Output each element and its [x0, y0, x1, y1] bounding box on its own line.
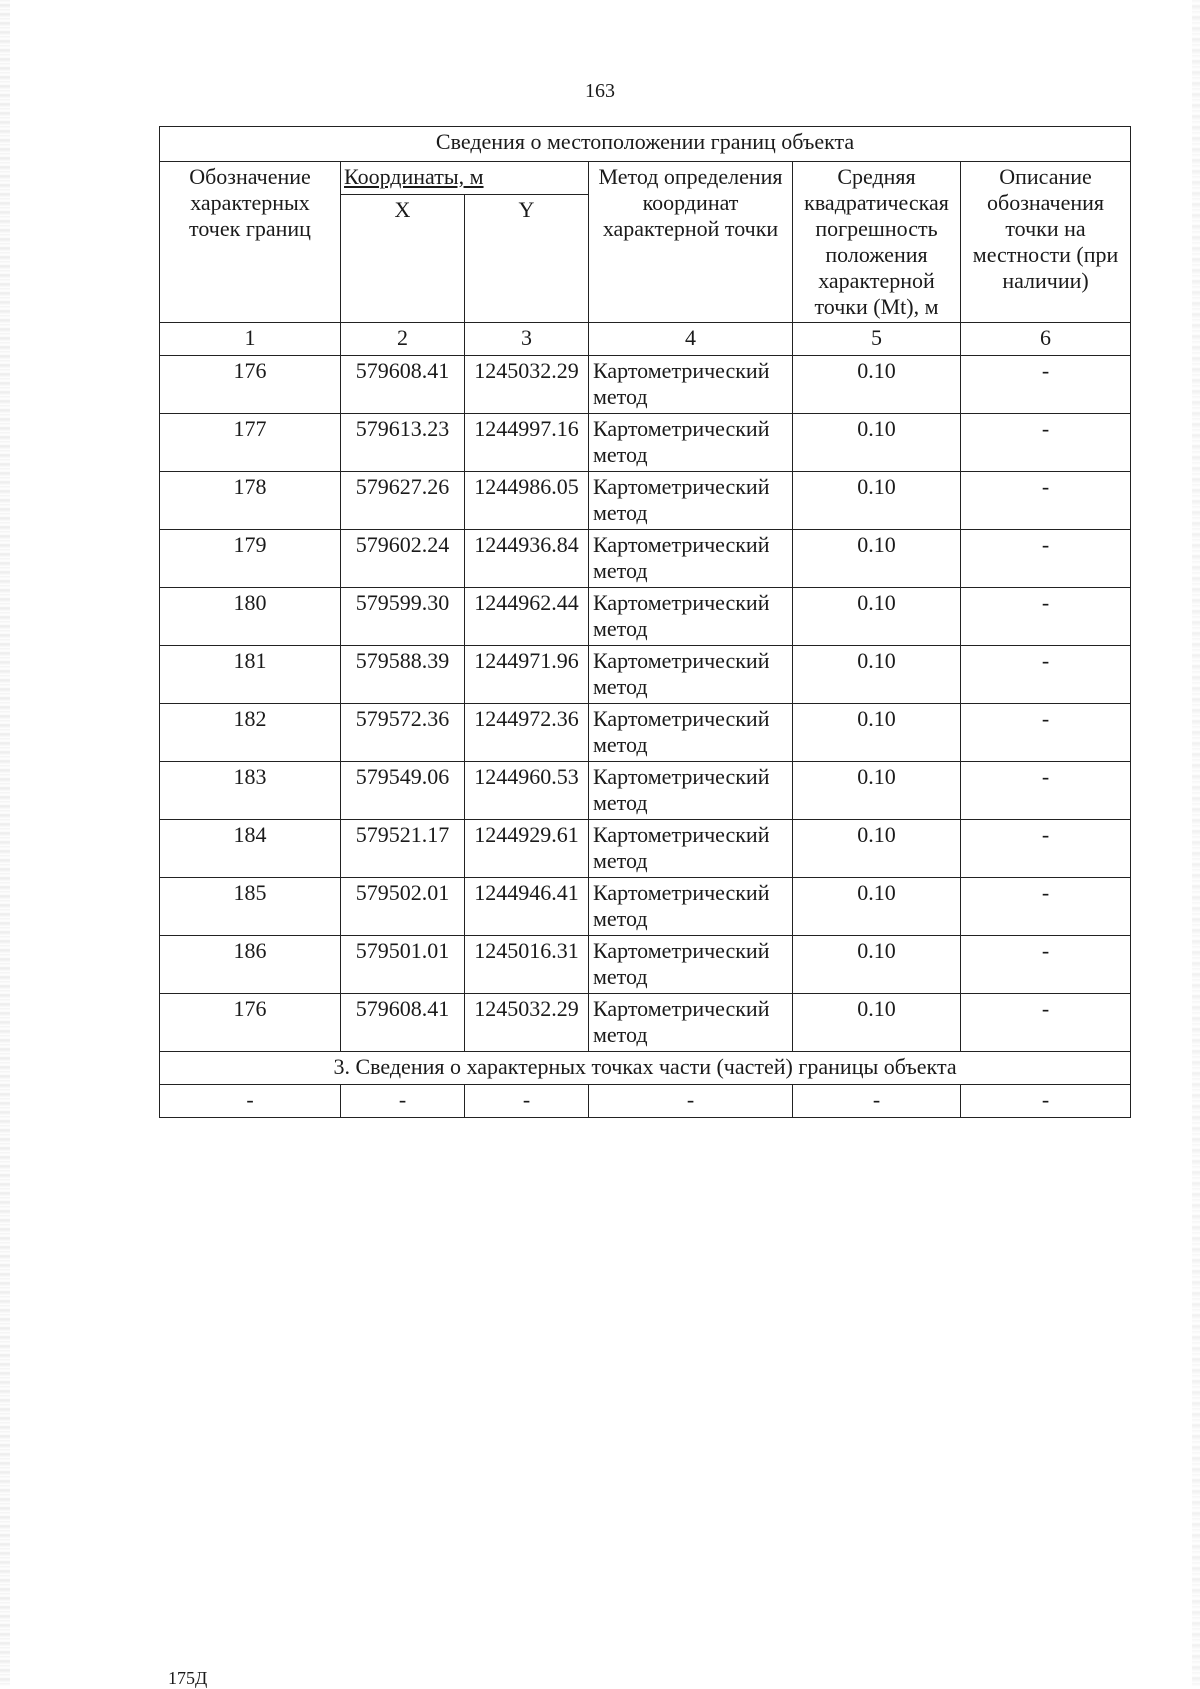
table-row [160, 878, 1131, 936]
column-number: 5 [793, 323, 961, 356]
header-method: Метод определения координат характерной точки [589, 162, 793, 323]
description-cell: - [961, 588, 1131, 646]
mean-error-cell: 0.10 [793, 878, 961, 936]
method-cell: Картометрический метод [589, 994, 793, 1052]
header-x: X [341, 195, 465, 323]
table-row [160, 820, 1131, 878]
y-coordinate-cell: 1244972.36 [465, 704, 589, 762]
table-row [160, 588, 1131, 646]
y-coordinate-cell: 1244960.53 [465, 762, 589, 820]
table-title-row [160, 127, 1131, 162]
point-cell: 185 [160, 878, 341, 936]
table-row [160, 994, 1131, 1052]
mean-error-cell: 0.10 [793, 588, 961, 646]
method-cell: Картометрический метод [589, 414, 793, 472]
method-cell: Картометрический метод [589, 878, 793, 936]
x-coordinate-cell: 579572.36 [341, 704, 465, 762]
section3-title: 3. Сведения о характерных точках части (частей) границы объекта [160, 1052, 1131, 1085]
description-cell: - [961, 646, 1131, 704]
y-coordinate-cell: 1244946.41 [465, 878, 589, 936]
description-cell: - [961, 762, 1131, 820]
description-cell: - [961, 820, 1131, 878]
empty-cell: - [589, 1085, 793, 1118]
description-cell: - [961, 878, 1131, 936]
column-number: 3 [465, 323, 589, 356]
column-number: 6 [961, 323, 1131, 356]
scan-edge-left [0, 0, 10, 1686]
y-coordinate-cell: 1245016.31 [465, 936, 589, 994]
y-coordinate-cell: 1244997.16 [465, 414, 589, 472]
mean-error-cell: 0.10 [793, 414, 961, 472]
table-title: Сведения о местоположении границ объекта [160, 127, 1131, 162]
method-cell: Картометрический метод [589, 704, 793, 762]
point-cell: 184 [160, 820, 341, 878]
y-coordinate-cell: 1245032.29 [465, 356, 589, 414]
empty-cell: - [465, 1085, 589, 1118]
point-cell: 178 [160, 472, 341, 530]
page-number: 163 [585, 80, 615, 102]
mean-error-cell: 0.10 [793, 472, 961, 530]
y-coordinate-cell: 1245032.29 [465, 994, 589, 1052]
point-cell: 179 [160, 530, 341, 588]
table-row [160, 472, 1131, 530]
column-number: 2 [341, 323, 465, 356]
y-coordinate-cell: 1244936.84 [465, 530, 589, 588]
method-cell: Картометрический метод [589, 820, 793, 878]
description-cell: - [961, 994, 1131, 1052]
point-cell: 176 [160, 356, 341, 414]
boundary-coordinates-table [159, 126, 1131, 1118]
column-number: 1 [160, 323, 341, 356]
mean-error-cell: 0.10 [793, 530, 961, 588]
scan-edge-right [1192, 0, 1200, 1686]
description-cell: - [961, 704, 1131, 762]
point-cell: 177 [160, 414, 341, 472]
method-cell: Картометрический метод [589, 762, 793, 820]
point-cell: 182 [160, 704, 341, 762]
header-y: Y [465, 195, 589, 323]
header-point-designation: Обозначение характерных точек границ [160, 162, 341, 323]
x-coordinate-cell: 579501.01 [341, 936, 465, 994]
table-row [160, 936, 1131, 994]
mean-error-cell: 0.10 [793, 356, 961, 414]
mean-error-cell: 0.10 [793, 646, 961, 704]
description-cell: - [961, 530, 1131, 588]
description-cell: - [961, 414, 1131, 472]
table-row [160, 530, 1131, 588]
y-coordinate-cell: 1244929.61 [465, 820, 589, 878]
mean-error-cell: 0.10 [793, 936, 961, 994]
x-coordinate-cell: 579549.06 [341, 762, 465, 820]
description-cell: - [961, 356, 1131, 414]
method-cell: Картометрический метод [589, 936, 793, 994]
empty-cell: - [961, 1085, 1131, 1118]
method-cell: Картометрический метод [589, 646, 793, 704]
description-cell: - [961, 936, 1131, 994]
y-coordinate-cell: 1244971.96 [465, 646, 589, 704]
header-row [160, 162, 1131, 195]
section3-empty-row [160, 1085, 1131, 1118]
x-coordinate-cell: 579588.39 [341, 646, 465, 704]
column-number: 4 [589, 323, 793, 356]
point-cell: 176 [160, 994, 341, 1052]
empty-cell: - [160, 1085, 341, 1118]
x-coordinate-cell: 579627.26 [341, 472, 465, 530]
method-cell: Картометрический метод [589, 356, 793, 414]
method-cell: Картометрический метод [589, 588, 793, 646]
mean-error-cell: 0.10 [793, 704, 961, 762]
header-description: Описание обозначения точки на местности (при наличии) [961, 162, 1131, 323]
header-mean-error: Средняя квадратическая погрешность положения характерной точки (Mt), м [793, 162, 961, 323]
point-cell: 180 [160, 588, 341, 646]
table-row [160, 414, 1131, 472]
point-cell: 186 [160, 936, 341, 994]
section3-title-row [160, 1052, 1131, 1085]
x-coordinate-cell: 579521.17 [341, 820, 465, 878]
empty-cell: - [793, 1085, 961, 1118]
table-row [160, 704, 1131, 762]
y-coordinate-cell: 1244986.05 [465, 472, 589, 530]
description-cell: - [961, 472, 1131, 530]
table-row [160, 646, 1131, 704]
table-row [160, 356, 1131, 414]
footer-code: 175Д [168, 1668, 208, 1688]
x-coordinate-cell: 579608.41 [341, 994, 465, 1052]
point-cell: 183 [160, 762, 341, 820]
x-coordinate-cell: 579599.30 [341, 588, 465, 646]
mean-error-cell: 0.10 [793, 762, 961, 820]
mean-error-cell: 0.10 [793, 820, 961, 878]
header-coordinates-group [341, 162, 589, 195]
x-coordinate-cell: 579608.41 [341, 356, 465, 414]
empty-cell: - [341, 1085, 465, 1118]
table-row [160, 762, 1131, 820]
x-coordinate-cell: 579602.24 [341, 530, 465, 588]
x-coordinate-cell: 579613.23 [341, 414, 465, 472]
y-coordinate-cell: 1244962.44 [465, 588, 589, 646]
column-number-row [160, 323, 1131, 356]
method-cell: Картометрический метод [589, 472, 793, 530]
x-coordinate-cell: 579502.01 [341, 878, 465, 936]
mean-error-cell: 0.10 [793, 994, 961, 1052]
point-cell: 181 [160, 646, 341, 704]
method-cell: Картометрический метод [589, 530, 793, 588]
header-coordinates-label: Координаты, м [344, 164, 484, 189]
